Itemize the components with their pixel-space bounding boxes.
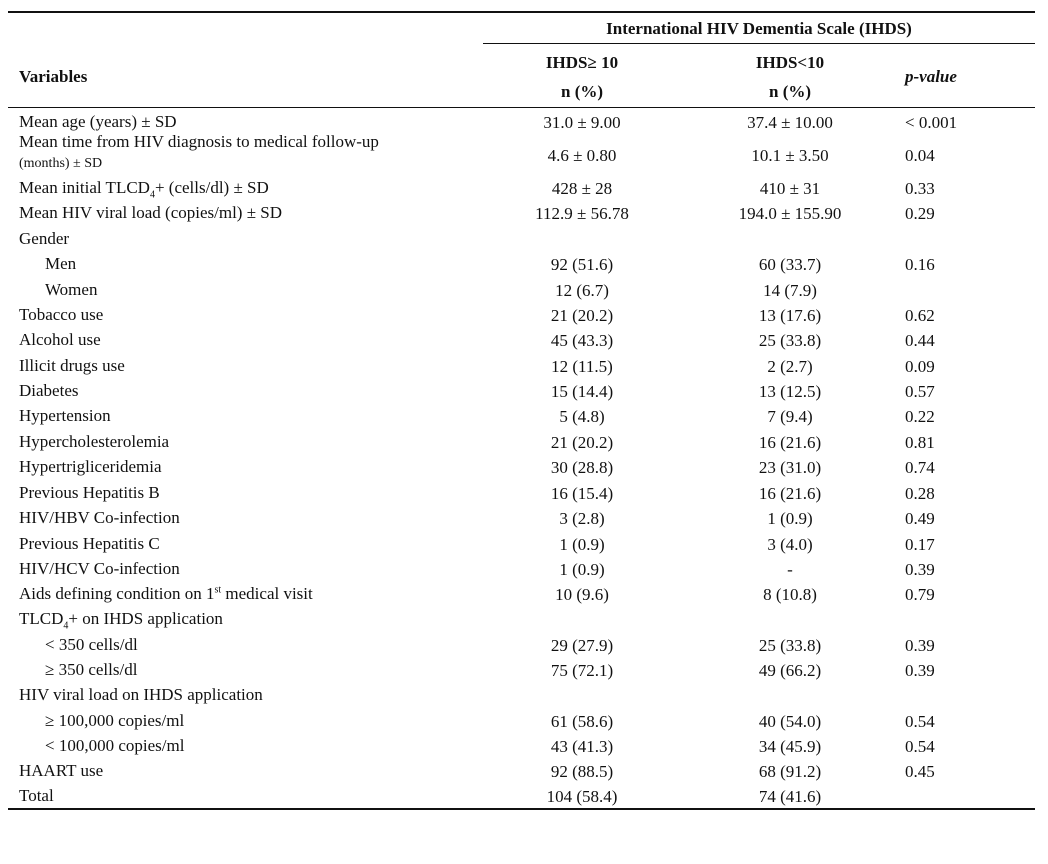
row-pvalue-prev-hep-c: 0.17 (905, 535, 935, 554)
row-label-tobacco: Tobacco use (19, 305, 104, 324)
row-ihds-lt10-total: 74 (41.6) (758, 787, 822, 806)
row-label-mean-tlcd4-post: + (cells/dl) ± SD (154, 178, 269, 197)
row-ihds-ge10-ge100000: 61 (58.6) (550, 712, 614, 731)
row-label-mean-time-line1: Mean time from HIV diagnosis to medical follow-up (19, 132, 379, 151)
row-label-lt350: < 350 cells/dl (45, 635, 138, 654)
row-label-ge100000: ≥ 100,000 copies/ml (45, 711, 185, 730)
variables-header: Variables (19, 67, 88, 86)
row-label-total: Total (19, 786, 54, 805)
row-ihds-lt10-mean-tlcd4: 410 ± 31 (759, 179, 821, 198)
row-label-illicit-drugs: Illicit drugs use (19, 356, 125, 375)
row-ihds-lt10-mean-time: 10.1 ± 3.50 (751, 146, 829, 165)
row-pvalue-aids-defining: 0.79 (905, 585, 935, 604)
row-label-hypertrigliceridemia: Hypertrigliceridemia (19, 457, 162, 476)
row-pvalue-hypercholesterolemia: 0.81 (905, 433, 935, 452)
row-pvalue-viral-load: 0.29 (905, 204, 935, 223)
row-pvalue-mean-time: 0.04 (905, 146, 935, 165)
row-label-mean-time-line2: (months) ± SD (19, 156, 103, 171)
row-ihds-ge10-men: 92 (51.6) (550, 255, 614, 274)
row-pvalue-mean-tlcd4: 0.33 (905, 179, 935, 198)
row-ihds-lt10-lt350: 25 (33.8) (758, 636, 822, 655)
row-label-viral-load-ihds: HIV viral load on IHDS application (19, 685, 263, 704)
row-ihds-ge10-ge350: 75 (72.1) (550, 661, 614, 680)
row-label-aids-defining-pre: Aids defining condition on 1 (19, 584, 215, 603)
row-ihds-lt10-hypertrigliceridemia: 23 (31.0) (758, 458, 822, 477)
row-pvalue-ge350: 0.39 (905, 661, 935, 680)
row-ihds-ge10-aids-defining: 10 (9.6) (555, 585, 609, 604)
row-label-hiv-hbv: HIV/HBV Co-infection (19, 508, 180, 527)
row-ihds-lt10-hypercholesterolemia: 16 (21.6) (758, 433, 822, 452)
row-label-mean-tlcd4-pre: Mean initial TLCD (19, 178, 150, 197)
row-pvalue-mean-age: < 0.001 (905, 113, 958, 132)
top-rule (8, 11, 1035, 13)
row-ihds-ge10-prev-hep-b: 16 (15.4) (550, 484, 614, 503)
row-label-tlcd4-ihds (19, 609, 223, 632)
row-pvalue-hiv-hbv: 0.49 (905, 509, 935, 528)
row-ihds-lt10-haart: 68 (91.2) (758, 762, 822, 781)
row-ihds-ge10-haart: 92 (88.5) (550, 762, 614, 781)
row-label-hypercholesterolemia: Hypercholesterolemia (19, 432, 170, 451)
row-pvalue-tobacco: 0.62 (905, 306, 935, 325)
row-ihds-ge10-alcohol: 45 (43.3) (550, 331, 614, 350)
row-ihds-ge10-hiv-hcv: 1 (0.9) (559, 560, 605, 579)
row-ihds-ge10-hypercholesterolemia: 21 (20.2) (550, 433, 614, 452)
row-label-tlcd4-ihds-post: + on IHDS application (68, 609, 223, 628)
row-label-women: Women (45, 280, 98, 299)
bottom-rule (8, 808, 1035, 810)
row-pvalue-diabetes: 0.57 (905, 382, 935, 401)
row-label-diabetes: Diabetes (19, 381, 79, 400)
row-label-ge350: ≥ 350 cells/dl (45, 660, 138, 679)
row-pvalue-prev-hep-b: 0.28 (905, 484, 935, 503)
row-pvalue-lt100000: 0.54 (905, 737, 935, 756)
row-ihds-lt10-women: 14 (7.9) (763, 281, 817, 300)
row-pvalue-men: 0.16 (905, 255, 935, 274)
row-ihds-lt10-ge350: 49 (66.2) (758, 661, 822, 680)
header-bottom-rule (8, 107, 1035, 108)
row-label-men: Men (45, 254, 77, 273)
row-label-aids-defining-post: medical visit (221, 584, 313, 603)
col2-header-line2: n (%) (768, 82, 812, 101)
col2-header-line1: IHDS<10 (755, 53, 825, 72)
row-ihds-ge10-lt350: 29 (27.9) (550, 636, 614, 655)
row-ihds-lt10-hypertension: 7 (9.4) (767, 407, 813, 426)
row-pvalue-alcohol: 0.44 (905, 331, 935, 350)
col1-header-line1: IHDS≥ 10 (545, 53, 619, 72)
row-label-prev-hep-c: Previous Hepatitis C (19, 534, 160, 553)
row-ihds-ge10-diabetes: 15 (14.4) (550, 382, 614, 401)
row-ihds-lt10-hiv-hcv: - (787, 560, 793, 579)
row-ihds-ge10-women: 12 (6.7) (555, 281, 609, 300)
row-label-viral-load: Mean HIV viral load (copies/ml) ± SD (19, 203, 283, 222)
row-ihds-ge10-total: 104 (58.4) (546, 787, 618, 806)
row-label-prev-hep-b: Previous Hepatitis B (19, 483, 160, 502)
row-pvalue-illicit-drugs: 0.09 (905, 357, 935, 376)
row-pvalue-lt350: 0.39 (905, 636, 935, 655)
row-ihds-lt10-ge100000: 40 (54.0) (758, 712, 822, 731)
row-pvalue-ge100000: 0.54 (905, 712, 935, 731)
group-header: International HIV Dementia Scale (IHDS) (606, 19, 912, 38)
row-label-haart: HAART use (19, 761, 104, 780)
row-ihds-ge10-hypertension: 5 (4.8) (559, 407, 605, 426)
row-ihds-lt10-men: 60 (33.7) (758, 255, 822, 274)
row-label-hypertension: Hypertension (19, 406, 111, 425)
row-ihds-lt10-illicit-drugs: 2 (2.7) (767, 357, 813, 376)
row-label-alcohol: Alcohol use (19, 330, 101, 349)
row-label-mean-age: Mean age (years) ± SD (19, 112, 177, 131)
row-ihds-ge10-mean-tlcd4: 428 ± 28 (551, 179, 613, 198)
row-ihds-ge10-tobacco: 21 (20.2) (550, 306, 614, 325)
row-ihds-lt10-aids-defining: 8 (10.8) (763, 585, 817, 604)
row-ihds-lt10-lt100000: 34 (45.9) (758, 737, 822, 756)
row-ihds-ge10-hypertrigliceridemia: 30 (28.8) (550, 458, 614, 477)
row-label-lt100000: < 100,000 copies/ml (45, 736, 185, 755)
row-pvalue-hypertrigliceridemia: 0.74 (905, 458, 935, 477)
row-label-aids-defining-sup: st (214, 584, 222, 596)
row-ihds-ge10-hiv-hbv: 3 (2.8) (559, 509, 605, 528)
row-ihds-lt10-prev-hep-b: 16 (21.6) (758, 484, 822, 503)
row-label-hiv-hcv: HIV/HCV Co-infection (19, 559, 180, 578)
row-ihds-lt10-hiv-hbv: 1 (0.9) (767, 509, 813, 528)
row-ihds-ge10-mean-time: 4.6 ± 0.80 (547, 146, 617, 165)
row-ihds-lt10-tobacco: 13 (17.6) (758, 306, 822, 325)
row-ihds-ge10-prev-hep-c: 1 (0.9) (559, 535, 605, 554)
group-rule (483, 43, 1035, 44)
pvalue-header: p-value (905, 67, 957, 86)
row-ihds-lt10-mean-age: 37.4 ± 10.00 (747, 113, 833, 132)
row-ihds-lt10-diabetes: 13 (12.5) (758, 382, 822, 401)
row-ihds-ge10-lt100000: 43 (41.3) (550, 737, 614, 756)
row-label-mean-tlcd4 (19, 178, 269, 201)
row-pvalue-hypertension: 0.22 (905, 407, 935, 426)
row-pvalue-haart: 0.45 (905, 762, 935, 781)
row-ihds-lt10-viral-load: 194.0 ± 155.90 (738, 204, 842, 223)
col1-header-line2: n (%) (560, 82, 604, 101)
row-ihds-ge10-illicit-drugs: 12 (11.5) (551, 357, 613, 376)
row-ihds-lt10-prev-hep-c: 3 (4.0) (767, 535, 813, 554)
row-label-tlcd4-ihds-sub: 4 (63, 620, 69, 632)
row-ihds-ge10-viral-load: 112.9 ± 56.78 (535, 204, 629, 223)
row-label-tlcd4-ihds-pre: TLCD (19, 609, 64, 628)
row-ihds-lt10-alcohol: 25 (33.8) (758, 331, 822, 350)
row-label-gender: Gender (19, 229, 70, 248)
row-label-mean-tlcd4-sub: 4 (149, 189, 155, 201)
row-label-aids-defining (19, 585, 313, 602)
row-ihds-ge10-mean-age: 31.0 ± 9.00 (543, 113, 621, 132)
row-pvalue-hiv-hcv: 0.39 (905, 560, 935, 579)
